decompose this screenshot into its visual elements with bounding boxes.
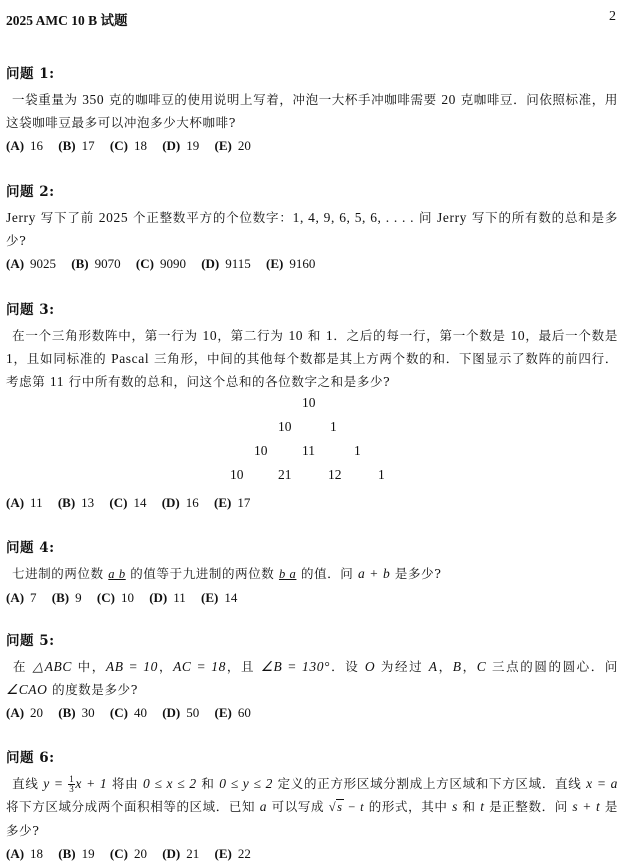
choice-e[interactable]: (E) 14 [201,590,238,605]
choice-a[interactable]: (A) 9025 [6,256,57,271]
choice-c[interactable]: (C) 18 [109,138,147,153]
triangle-cell: 10 [230,467,244,482]
problem-title: 问题 5: [6,633,55,649]
problem-title: 问题 6: [6,750,55,766]
choice-e[interactable]: (E) 60 [214,705,251,720]
number-triangle [6,395,618,491]
problem-1 [6,62,618,154]
answer-choices [6,138,618,154]
sqrt-expression: √s − t [328,800,365,814]
triangle-cell: 21 [278,467,292,482]
answer-choices [6,590,618,606]
triangle-cell: 10 [302,395,316,410]
choice-a[interactable]: (A) 20 [6,705,44,720]
choice-c[interactable]: (C) 10 [96,590,134,605]
choice-a[interactable]: (A) 18 [6,846,44,861]
choice-e[interactable]: (E) 9160 [266,256,316,271]
choice-b[interactable]: (B) 13 [57,495,95,510]
problem-text: 在 △ABC 中，AB = 10，AC = 18，且 ∠B = 130°．设 O 为经过 A，B，C 三点的圆的圆心．问 ∠CAO 的度数是多少? [6,659,619,697]
problem-title: 问题 2: [6,184,55,200]
choice-d[interactable]: (D) 9115 [201,256,251,271]
triangle-cell: 11 [302,443,315,458]
choice-b[interactable]: (B) 19 [58,846,95,861]
problem-6 [6,746,618,862]
choice-a[interactable]: (A) 11 [6,495,43,510]
problem-title: 问题 3: [6,302,55,318]
choice-a[interactable]: (A) 7 [6,590,37,605]
answer-choices [6,256,618,272]
choice-c[interactable]: (C) 20 [109,846,147,861]
problem-text: 七进制的两位数 a b 的值等于九进制的两位数 b a 的值．问 a + b 是多少? [12,566,442,581]
problem-text: 一袋重量为 350 克的咖啡豆的使用说明上写着，冲泡一大杯手冲咖啡需要 20 克咖啡豆．问依照标准，用这袋咖啡豆最多可以冲泡多少大杯咖啡? [6,92,618,130]
triangle-cell: 1 [378,467,385,482]
page-header [6,9,618,27]
choice-b[interactable]: (B) 9 [51,590,82,605]
answer-choices [6,495,618,511]
choice-e[interactable]: (E) 17 [214,495,251,510]
triangle-cell: 10 [254,443,268,458]
triangle-cell: 1 [330,419,337,434]
choice-b[interactable]: (B) 17 [58,138,95,153]
choice-d[interactable]: (D) 11 [149,590,186,605]
problem-text: 直线 y = $\frac{1}{3}$ x + 1 将由 0 ≤ x ≤ 2 和 0 ≤ y ≤ 2 定义的正方形区域分割成上方区域和下方区域．直线 x = a 将下方区域分成两个面积相等的区域．已知 a 可以写成 √s − t 的形式，其中 s 和 t 是正整数．问 s + t 是多少? [6,774,618,838]
choice-b[interactable]: (B) 30 [58,705,95,720]
problem-5 [6,629,618,721]
answer-choices [6,705,618,721]
choice-d[interactable]: (D) 21 [162,846,200,861]
problem-title: 问题 4: [6,540,55,556]
problem-text: Jerry 写下了前 2025 个正整数平方的个位数字：1, 4, 9, 6, 5, 6, . . . . 问 Jerry 写下的所有数的总和是多少? [6,210,618,248]
choice-d[interactable]: (D) 19 [162,138,200,153]
page-number: 2 [609,9,616,24]
choice-a[interactable]: (A) 16 [6,138,44,153]
choice-e[interactable]: (E) 22 [214,846,251,861]
choice-d[interactable]: (D) 16 [161,495,199,510]
choice-c[interactable]: (C) 14 [109,495,147,510]
document-title: 2025 AMC 10 B 试题 [6,13,128,28]
problem-4 [6,536,618,606]
triangle-cell: 1 [354,443,361,458]
problem-title: 问题 1: [6,66,55,82]
triangle-cell: 10 [278,419,292,434]
problem-text: 在一个三角形数阵中，第一行为 10，第二行为 10 和 1．之后的每一行，第一个数是 10，最后一个数是 1，且如同标准的 Pascal 三角形，中间的其他每个数都是其上方两个数的和．下图显示了数阵的前四行．考虑第 11 行中所有数的总和，问这个总和的各位数字之和是多少? [6,328,619,389]
problem-2 [6,180,618,272]
choice-c[interactable]: (C) 40 [109,705,147,720]
fraction-one-third: $\frac{1}{3}$ [69,774,75,794]
choice-b[interactable]: (B) 9070 [71,256,121,271]
choice-d[interactable]: (D) 50 [162,705,200,720]
problem-3 [6,298,618,511]
choice-e[interactable]: (E) 20 [214,138,251,153]
choice-c[interactable]: (C) 9090 [135,256,186,271]
triangle-cell: 12 [328,467,342,482]
